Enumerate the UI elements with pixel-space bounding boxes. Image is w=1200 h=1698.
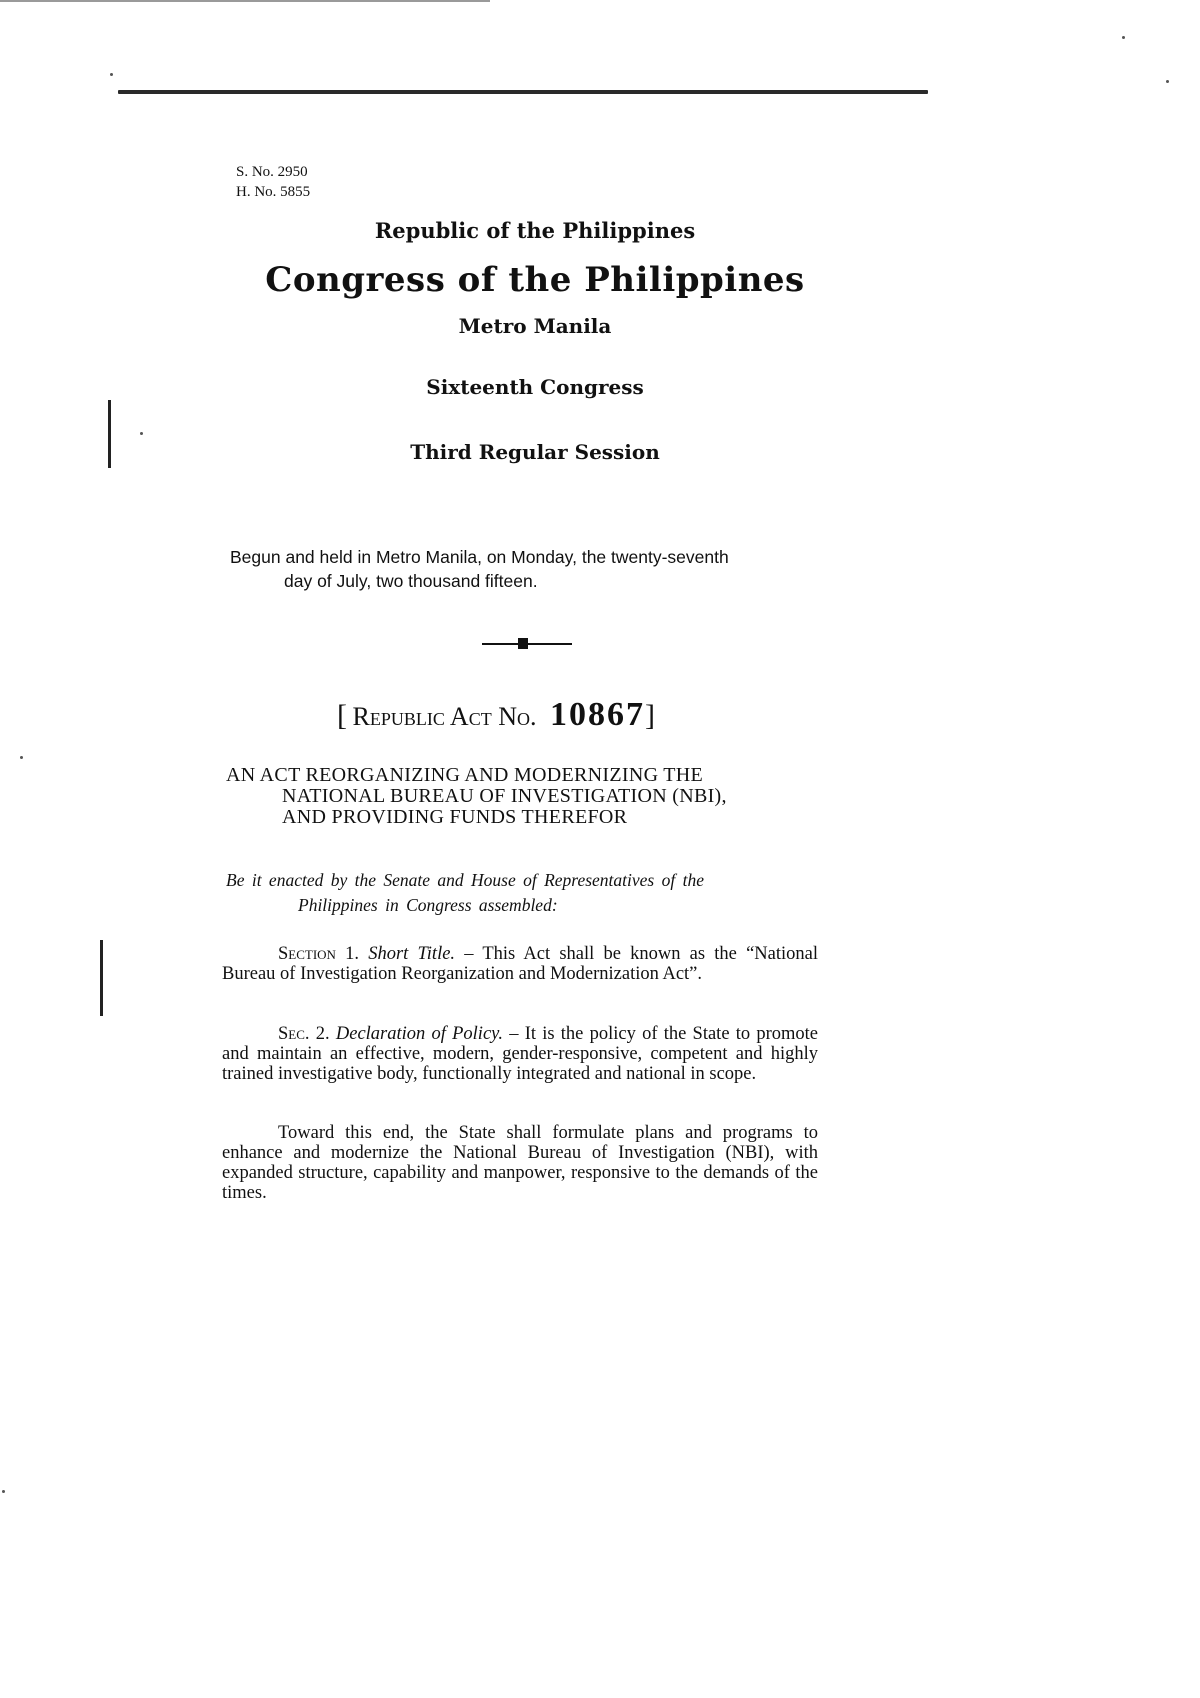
republic-act-number (337, 696, 655, 734)
ornament-box (518, 638, 528, 649)
act-title-line-3: AND PROVIDING FUNDS THEREFOR (282, 806, 628, 828)
republic-heading: Republic of the Philippines (374, 218, 696, 243)
scan-rule (118, 90, 928, 94)
scan-dot (1122, 36, 1125, 39)
scan-mark-left-2 (100, 940, 103, 1016)
scan-dot (20, 756, 23, 759)
section-1-dash: – (455, 944, 483, 964)
act-title-line-2: NATIONAL BUREAU OF INVESTIGATION (NBI), (282, 785, 727, 807)
policy-paragraph-text: Toward this end, the State shall formulate plans and programs to enhance and modernize the National Bureau of Investigation (NBI), with expanded structure, capability and manpower, responsive to the demands of the times. (222, 1123, 818, 1203)
section-2-dash: – (502, 1024, 525, 1044)
section-1 (222, 944, 818, 984)
open-bracket: [ (337, 699, 347, 732)
enacting-clause (226, 868, 826, 918)
congress-number-heading: Sixteenth Congress (426, 375, 644, 399)
scan-dot (140, 432, 143, 435)
scan-dot (2, 1490, 5, 1493)
section-2 (222, 1024, 818, 1084)
scan-top-edge (0, 0, 490, 2)
section-2-label: Sec. 2. (278, 1024, 330, 1044)
republic-act-value: 10867 (549, 696, 645, 733)
close-bracket: ] (644, 699, 655, 732)
begun-line-2: day of July, two thousand fifteen. (284, 571, 538, 591)
house-bill-number: H. No. 5855 (236, 184, 311, 200)
scan-dot (110, 73, 113, 76)
section-1-label: Section 1. (278, 944, 360, 964)
act-title (226, 765, 826, 828)
senate-bill-number: S. No. 2950 (236, 164, 308, 180)
session-heading: Third Regular Session (410, 440, 660, 464)
section-2-title: Declaration of Policy. (335, 1024, 503, 1044)
policy-paragraph (222, 1123, 818, 1203)
begun-statement (230, 545, 830, 593)
section-2-text: It is the policy of the State to promote and maintain an effective, modern, gender-responsive, competent and highly trained investigative body, functionally integrated and national in scope. (222, 1024, 819, 1084)
scan-dot (1166, 80, 1169, 83)
act-title-line-1: AN ACT REORGANIZING AND MODERNIZING THE (226, 764, 704, 786)
enacting-line-2: Philippines in Congress assembled: (298, 895, 558, 915)
section-1-title: Short Title. (368, 944, 456, 964)
begun-line-1: Begun and held in Metro Manila, on Monday, the twenty-seventh (230, 547, 729, 567)
location-heading: Metro Manila (458, 314, 612, 338)
section-1-text: This Act shall be known as the “National Bureau of Investigation Reorganization and Modernization Act”. (222, 944, 818, 984)
enacting-line-1: Be it enacted by the Senate and House of Representatives of the (226, 870, 704, 890)
congress-heading: Congress of the Philippines (265, 260, 805, 300)
republic-act-label: Republic Act No. (352, 702, 537, 731)
bill-numbers (236, 162, 310, 202)
